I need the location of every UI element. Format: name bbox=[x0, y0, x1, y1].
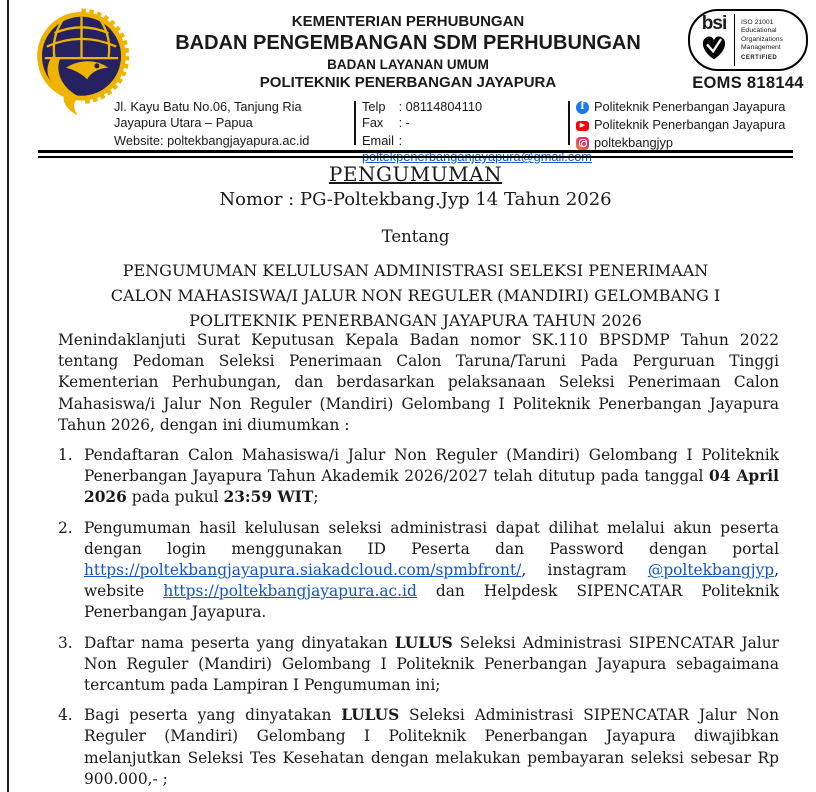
page-edge-line bbox=[7, 0, 9, 792]
instagram-row bbox=[576, 135, 808, 151]
opening-paragraph: Menindaklanjuti Surat Keputusan Kepala Badan nomor SK.110 BPSDMP Tahun 2022 tentang Pedoman Seleksi Penerimaan Calon Taruna/Taruni Pada Perguruan Tinggi Kementerian Perhubungan, dan berdasarkan pelaksanaan Seleksi Penerimaan Calon Mahasiswa/i Jalur Non Reguler (Mandiri) Gelombang I Politeknik Penerbangan Jayapura Tahun 2026, dengan ini diumumkan : bbox=[58, 331, 779, 434]
website-label: Website: bbox=[114, 133, 164, 148]
bold-segment: LULUS bbox=[341, 706, 400, 725]
subject-line1: PENGUMUMAN KELULUSAN ADMINISTRASI SELEKSI PENERIMAAN bbox=[122, 261, 709, 280]
portal-link[interactable]: https://poltekbangjayapura.siakadcloud.com/spmbfront/ bbox=[84, 561, 522, 580]
text-segment: dan Helpdesk SIPENCATAR Politeknik Penerbangan Jayapura. bbox=[84, 582, 779, 622]
document-number: Nomor : PG-Poltekbang.Jyp 14 Tahun 2026 bbox=[219, 189, 612, 210]
bsi-iso-line: Organizations bbox=[741, 35, 783, 43]
email-label: Email bbox=[362, 133, 394, 148]
text-segment: , website bbox=[84, 561, 779, 601]
item-text bbox=[84, 518, 779, 624]
contact-divider bbox=[354, 101, 356, 145]
youtube-handle: Politeknik Penerbangan Jayapura bbox=[594, 117, 786, 132]
subject-lines bbox=[38, 258, 793, 333]
text-segment: Pengumuman hasil kelulusan seleksi administrasi dapat dilihat melalui akun peserta dengan login menggunakan ID Peserta dan Password dengan portal bbox=[84, 518, 779, 558]
bold-segment: 23:59 WIT bbox=[223, 488, 314, 507]
ministry-name: KEMENTERIAN PERHUBUNGAN bbox=[291, 13, 525, 30]
text-segment: Bagi peserta yang dinyatakan bbox=[84, 706, 342, 725]
about-label: Tentang bbox=[381, 227, 450, 246]
telp-label: Telp bbox=[362, 99, 386, 114]
page-title: PENGUMUMAN bbox=[328, 162, 503, 186]
bsi-iso-line: Management bbox=[741, 43, 781, 51]
item-text bbox=[84, 445, 779, 509]
text-segment: Seleksi Administrasi SIPENCATAR Jalur Non Reguler (Mandiri) Gelombang I Politeknik Penerbangan Jayapura sebagaimana tercantum pada Lampiran I Pengumuman ini; bbox=[84, 633, 780, 695]
text-segment: ; bbox=[313, 488, 319, 507]
youtube-row bbox=[576, 117, 808, 133]
item-number: 1. bbox=[58, 446, 73, 465]
item-text bbox=[84, 705, 779, 790]
bsi-eoms-code: EOMS 818144 bbox=[692, 74, 804, 92]
text-segment: Pendaftaran Calon Mahasiswa/i Jalur Non Reguler (Mandiri) Gelombang I Politeknik Penerbangan Jayapura Tahun Akademik 2026/2027 telah ditutup pada tanggal bbox=[84, 446, 779, 486]
bsi-brand: bsi bbox=[701, 13, 727, 34]
bsi-heart-kitemark-icon bbox=[699, 33, 729, 66]
subject-line3: POLITEKNIK PENERBANGAN JAYAPURA TAHUN 2026 bbox=[189, 311, 642, 330]
text-segment: Daftar nama peserta yang dinyatakan bbox=[84, 633, 395, 652]
facebook-row bbox=[576, 99, 808, 115]
item-number: 3. bbox=[58, 633, 73, 652]
document-title-block bbox=[38, 162, 793, 333]
fax-label: Fax bbox=[362, 115, 384, 130]
instagram-icon bbox=[576, 137, 589, 150]
email-line bbox=[362, 133, 592, 165]
unit-name: BADAN LAYANAN UMUM bbox=[327, 57, 489, 73]
address-line2: Jayapura Utara – Papua bbox=[114, 115, 253, 130]
letterhead bbox=[132, 13, 684, 91]
address-line1: Jl. Kayu Batu No.06, Tanjung Ria bbox=[114, 99, 302, 114]
bsi-iso-line: Educational bbox=[741, 27, 777, 35]
social-block bbox=[576, 99, 808, 153]
website-link[interactable]: https://poltekbangjayapura.ac.id bbox=[163, 582, 417, 601]
institution-name: POLITEKNIK PENERBANGAN JAYAPURA bbox=[259, 73, 557, 91]
document-body bbox=[58, 330, 779, 792]
agency-name: BADAN PENGEMBANGAN SDM PERHUBUNGAN bbox=[175, 32, 641, 55]
list-item-4 bbox=[58, 705, 779, 790]
list-item-2 bbox=[58, 518, 779, 624]
bsi-certified-label: CERTIFIED bbox=[741, 55, 778, 62]
fax-line bbox=[362, 115, 572, 131]
instagram-link[interactable]: @poltekbangjyp bbox=[647, 561, 775, 580]
fax-value: : - bbox=[398, 115, 410, 130]
list-item-1 bbox=[58, 445, 779, 509]
facebook-handle: Politeknik Penerbangan Jayapura bbox=[594, 99, 786, 114]
email-link[interactable]: poltekpenerbanganjayapura@gmail.com bbox=[362, 149, 592, 164]
youtube-icon: ▶ bbox=[576, 121, 589, 131]
text-segment: pada pukul bbox=[126, 488, 224, 507]
bold-segment: LULUS bbox=[394, 633, 453, 652]
item-number: 2. bbox=[58, 518, 73, 537]
email-colon: : bbox=[398, 133, 403, 148]
bsi-certification-mark bbox=[688, 9, 808, 93]
subject-line2: CALON MAHASISWA/I JALUR NON REGULER (MANDIRI) GELOMBANG I bbox=[110, 286, 721, 305]
bsi-iso-line: ISO 21001 bbox=[741, 18, 774, 26]
contact-divider bbox=[568, 101, 570, 145]
item-text bbox=[84, 633, 779, 697]
text-segment: Seleksi Administrasi SIPENCATAR Jalur Non Reguler (Mandiri) Gelombang I Politeknik Penerbangan Jayapura diwajibkan melanjutkan Seleksi Tes Kesehatan dengan melakukan pembayaran seleksi sebesar Rp 900.000,- ; bbox=[84, 706, 779, 788]
facebook-icon: f bbox=[576, 101, 589, 114]
website-value: poltekbangjayapura.ac.id bbox=[167, 133, 310, 148]
bold-segment: 04 April 2026 bbox=[84, 467, 779, 507]
address-block bbox=[114, 99, 350, 149]
instagram-handle: poltekbangjyp bbox=[594, 135, 673, 150]
telp-line bbox=[362, 99, 572, 115]
telp-value: : 08114804110 bbox=[398, 99, 483, 114]
item-number: 4. bbox=[58, 706, 73, 725]
letterhead-divider bbox=[38, 150, 793, 158]
website-line bbox=[114, 133, 350, 149]
list-item-3 bbox=[58, 633, 779, 697]
bsi-pill bbox=[688, 9, 808, 71]
text-segment: , instagram bbox=[521, 561, 648, 580]
